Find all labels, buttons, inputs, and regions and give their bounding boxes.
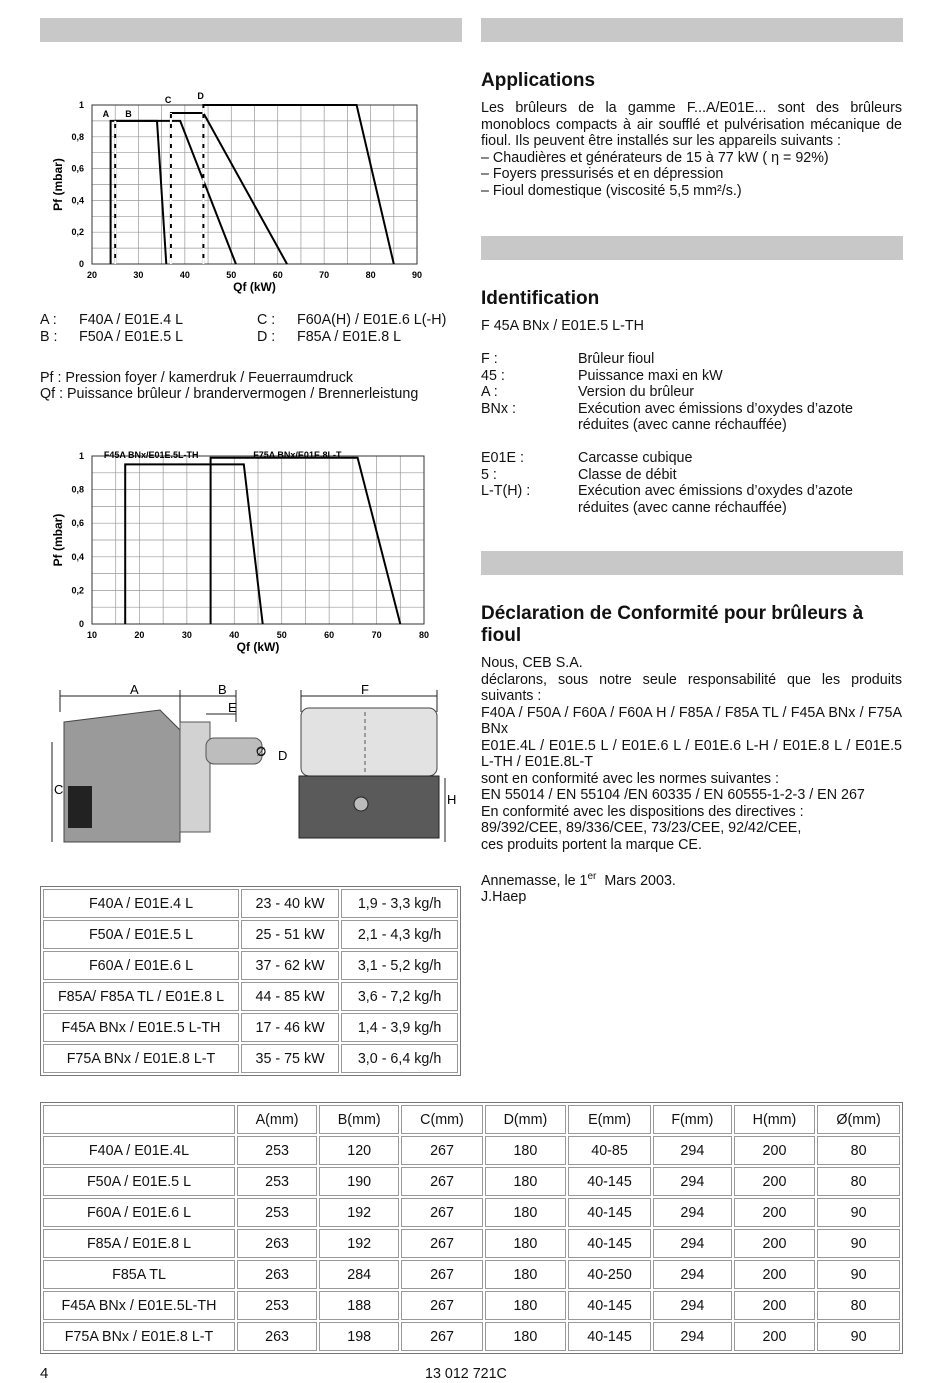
pf-note: Pf : Pression foyer / kamerdruk / Feuerraumdruck xyxy=(40,370,354,386)
table-row xyxy=(43,1044,458,1073)
table-cell: 180 xyxy=(485,1291,566,1320)
table-cell: 180 xyxy=(485,1198,566,1227)
table-cell: 80 xyxy=(817,1167,900,1196)
x-tick-label: 40 xyxy=(229,630,240,640)
table-cell: 192 xyxy=(319,1229,399,1258)
y-tick-label: 0,4 xyxy=(71,195,84,206)
y-tick-label: 0,4 xyxy=(71,551,84,562)
table-cell: 294 xyxy=(653,1229,732,1258)
table-cell: 192 xyxy=(319,1198,399,1227)
applications-body xyxy=(481,100,902,199)
table-cell: F60A / E01E.6 L xyxy=(43,951,239,980)
x-axis-label: Qf (kW) xyxy=(236,640,280,654)
id-value: Classe de débit xyxy=(578,466,677,483)
dim-label-e: E xyxy=(228,700,237,715)
qf-note: Qf : Puissance brûleur / brandervermogen / Brennerleistung xyxy=(40,386,419,402)
table-cell: 267 xyxy=(401,1322,482,1351)
declaration-line: E01E.4L / E01E.5 L / E01E.6 L / E01E.6 L-H / E01E.8 L / E01E.5 L-TH / E01E.8L-T xyxy=(481,737,902,770)
x-tick-label: 30 xyxy=(181,630,192,640)
table-cell: 253 xyxy=(237,1291,317,1320)
table-cell: 1,9 - 3,3 kg/h xyxy=(341,889,458,918)
series-line xyxy=(125,464,263,624)
table-cell: 267 xyxy=(401,1260,482,1289)
x-tick-label: 90 xyxy=(411,270,423,280)
signature: J.Haep xyxy=(481,889,527,906)
id-value: Exécution avec émissions d’oxydes d’azote réduites (avec canne réchauffée) xyxy=(578,400,853,433)
table-row xyxy=(43,1198,900,1227)
id-key: A : xyxy=(481,384,498,400)
declaration-line: Nous, CEB S.A. xyxy=(481,655,583,671)
table-cell: 40-145 xyxy=(568,1229,651,1258)
y-tick-label: 0,8 xyxy=(71,484,84,495)
table-cell: 40-145 xyxy=(568,1322,651,1351)
legend-value: F85A / E01E.8 L xyxy=(297,328,402,345)
column-header: Ø(mm) xyxy=(817,1105,900,1134)
chart1-legend xyxy=(40,312,470,345)
table-cell: 198 xyxy=(319,1322,399,1351)
page-number: 4 xyxy=(40,1365,49,1382)
dim-label-a: A xyxy=(130,682,139,697)
x-tick-label: 10 xyxy=(86,630,98,640)
table-cell: F75A BNx / E01E.8 L-T xyxy=(43,1322,235,1351)
table-cell: 180 xyxy=(485,1136,566,1165)
table-cell: 200 xyxy=(734,1322,815,1351)
table-header-row xyxy=(43,1105,900,1134)
column-header: F(mm) xyxy=(653,1105,732,1134)
burner-side-drawing xyxy=(40,682,295,852)
id-key: 45 : xyxy=(481,367,505,384)
header-bar-left xyxy=(40,18,462,42)
table-row xyxy=(43,920,458,949)
table-cell: 180 xyxy=(485,1167,566,1196)
table-cell: 90 xyxy=(817,1198,900,1227)
table-cell: 37 - 62 kW xyxy=(241,951,339,980)
capacity-table xyxy=(40,886,461,1076)
x-tick-label: 40 xyxy=(179,270,190,280)
id-value: Puissance maxi en kW xyxy=(578,367,723,384)
table-cell: 263 xyxy=(237,1260,317,1289)
table-cell: 284 xyxy=(319,1260,399,1289)
x-axis-label: Qf (kW) xyxy=(233,280,276,294)
x-tick-label: 80 xyxy=(418,630,430,640)
table-cell: 80 xyxy=(817,1136,900,1165)
table-cell: 3,1 - 5,2 kg/h xyxy=(341,951,458,980)
y-tick-label: 0 xyxy=(78,619,84,629)
id-key: E01E : xyxy=(481,450,524,466)
table-cell: F50A / E01E.5 L xyxy=(43,1167,235,1196)
table-cell: 40-145 xyxy=(568,1198,651,1227)
declaration-line: ces produits portent la marque CE. xyxy=(481,836,702,853)
list-item: – Fioul domestique (viscosité 5,5 mm²/s.) xyxy=(481,182,742,199)
column-header xyxy=(43,1105,235,1134)
table-cell: 17 - 46 kW xyxy=(241,1013,339,1042)
id-value: Version du brûleur xyxy=(578,384,695,400)
table-cell: 25 - 51 kW xyxy=(241,920,339,949)
column-header: C(mm) xyxy=(401,1105,482,1134)
table-cell: F60A / E01E.6 L xyxy=(43,1198,235,1227)
table-cell: 1,4 - 3,9 kg/h xyxy=(341,1013,458,1042)
identification-group-1 xyxy=(481,351,902,434)
table-cell: 90 xyxy=(817,1229,900,1258)
table-cell: 200 xyxy=(734,1136,815,1165)
table-row xyxy=(43,1260,900,1289)
y-tick-label: 0 xyxy=(78,259,84,269)
table-cell: F75A BNx / E01E.8 L-T xyxy=(43,1044,239,1073)
x-tick-label: 50 xyxy=(276,630,287,640)
y-tick-label: 0,2 xyxy=(71,585,84,596)
table-cell: 3,0 - 6,4 kg/h xyxy=(341,1044,458,1073)
table-cell: 40-250 xyxy=(568,1260,651,1289)
table-cell: F85A TL xyxy=(43,1260,235,1289)
chart-grid xyxy=(92,456,424,624)
table-cell: F85A/ F85A TL / E01E.8 L xyxy=(43,982,239,1011)
table-row xyxy=(43,1291,900,1320)
legend-key: B : xyxy=(40,328,58,345)
declaration-line: sont en conformité avec les normes suivantes : xyxy=(481,770,779,787)
legend-value: F40A / E01E.4 L xyxy=(79,312,184,328)
y-tick-label: 0,8 xyxy=(71,131,84,142)
table-cell: 267 xyxy=(401,1167,482,1196)
table-cell: 35 - 75 kW xyxy=(241,1044,339,1073)
burner-front-drawing xyxy=(295,682,465,852)
column-header: D(mm) xyxy=(485,1105,566,1134)
table-cell: 44 - 85 kW xyxy=(241,982,339,1011)
table-row xyxy=(43,1322,900,1351)
table-cell: 180 xyxy=(485,1322,566,1351)
table-cell: 263 xyxy=(237,1322,317,1351)
document-number: 13 012 721C xyxy=(425,1366,507,1382)
x-tick-label: 70 xyxy=(371,630,382,640)
chart-capacity-1 xyxy=(40,80,460,300)
table-cell: 200 xyxy=(734,1229,815,1258)
table-cell: 294 xyxy=(653,1291,732,1320)
table-cell: 40-145 xyxy=(568,1291,651,1320)
y-tick-label: 0,6 xyxy=(71,163,84,174)
table-cell: 23 - 40 kW xyxy=(241,889,339,918)
table-cell: 3,6 - 7,2 kg/h xyxy=(341,982,458,1011)
id-value: Brûleur fioul xyxy=(578,351,655,367)
x-tick-label: 80 xyxy=(365,270,376,280)
dim-label-h: H xyxy=(447,792,457,807)
table-cell: F85A / E01E.8 L xyxy=(43,1229,235,1258)
x-tick-label: 60 xyxy=(324,630,335,640)
table-cell: 190 xyxy=(319,1167,399,1196)
y-tick-label: 0,2 xyxy=(71,227,84,238)
series-line xyxy=(115,121,236,264)
legend-value: F60A(H) / E01E.6 L(-H) xyxy=(297,312,447,328)
declaration-line: En conformité avec les dispositions des directives : xyxy=(481,803,804,820)
id-key: F : xyxy=(481,351,498,367)
table-cell: 294 xyxy=(653,1322,732,1351)
table-cell: 294 xyxy=(653,1198,732,1227)
table-cell: 200 xyxy=(734,1260,815,1289)
id-key: BNx : xyxy=(481,400,516,417)
y-tick-label: 1 xyxy=(78,451,84,461)
list-item: – Chaudières et générateurs de 15 à 77 kW ( η = 92%) xyxy=(481,149,829,166)
y-axis-label: Pf (mbar) xyxy=(51,158,65,211)
id-key: L-T(H) : xyxy=(481,483,531,499)
table-cell: 180 xyxy=(485,1229,566,1258)
table-cell: 120 xyxy=(319,1136,399,1165)
legend-key: A : xyxy=(40,312,57,328)
dimensions-table xyxy=(40,1102,903,1354)
table-row xyxy=(43,1167,900,1196)
series-line xyxy=(171,113,287,264)
declaration-line: déclarons, sous notre seule responsabilité que les produits suivants : xyxy=(481,671,902,704)
x-tick-label: 60 xyxy=(272,270,283,280)
table-row xyxy=(43,889,458,918)
table-cell: 200 xyxy=(734,1291,815,1320)
table-cell: 40-85 xyxy=(568,1136,651,1165)
header-bar-right xyxy=(481,18,903,42)
declaration-title: Déclaration de Conformité pour brûleurs à fioul xyxy=(481,603,864,646)
section-bar-declaration xyxy=(481,551,903,575)
chart-capacity-2 xyxy=(40,440,460,665)
dim-label-phi: ∅ xyxy=(256,745,267,759)
y-axis-label: Pf (mbar) xyxy=(51,513,65,567)
table-row xyxy=(43,982,458,1011)
column-header: E(mm) xyxy=(568,1105,651,1134)
x-tick-label: 70 xyxy=(319,270,330,280)
y-tick-label: 0,6 xyxy=(71,518,84,529)
table-cell: 40-145 xyxy=(568,1167,651,1196)
dim-label-c: C xyxy=(54,782,64,797)
applications-title: Applications xyxy=(481,70,596,91)
series-label: B xyxy=(125,108,132,119)
chart-grid xyxy=(92,105,417,264)
table-cell: 188 xyxy=(319,1291,399,1320)
table-cell: 267 xyxy=(401,1136,482,1165)
column-header: H(mm) xyxy=(734,1105,815,1134)
declaration-date xyxy=(481,869,902,889)
table-cell: 200 xyxy=(734,1167,815,1196)
table-cell: 90 xyxy=(817,1322,900,1351)
declaration-line: EN 55014 / EN 55104 /EN 60335 / EN 60555-1-2-3 / EN 267 xyxy=(481,787,865,803)
date-prefix: Annemasse, le 1 xyxy=(481,872,588,889)
x-tick-label: 20 xyxy=(86,270,98,280)
table-cell: F40A / E01E.4L xyxy=(43,1136,235,1165)
x-tick-label: 20 xyxy=(134,630,145,640)
y-tick-label: 1 xyxy=(78,100,84,110)
x-tick-label: 30 xyxy=(133,270,144,280)
table-cell: 267 xyxy=(401,1229,482,1258)
table-cell: 294 xyxy=(653,1167,732,1196)
table-row xyxy=(43,1136,900,1165)
section-bar-identification xyxy=(481,236,903,260)
table-cell: 200 xyxy=(734,1198,815,1227)
table-cell: 267 xyxy=(401,1198,482,1227)
table-cell: F45A BNx / E01E.5L-TH xyxy=(43,1291,235,1320)
legend-key: C : xyxy=(257,312,276,328)
table-cell: 263 xyxy=(237,1229,317,1258)
dim-label-f: F xyxy=(361,682,369,697)
identification-group-2 xyxy=(481,450,902,516)
id-value: Carcasse cubique xyxy=(578,450,693,466)
table-cell: F40A / E01E.4 L xyxy=(43,889,239,918)
series-label: C xyxy=(164,94,172,105)
id-key: 5 : xyxy=(481,466,497,483)
list-item: – Foyers pressurisés et en dépression xyxy=(481,166,724,182)
declaration-line: F40A / F50A / F60A / F60A H / F85A / F85A TL / F45A BNx / F75A BNx xyxy=(481,704,902,737)
table-cell: F50A / E01E.5 L xyxy=(43,920,239,949)
column-header: B(mm) xyxy=(319,1105,399,1134)
table-row xyxy=(43,1229,900,1258)
x-tick-label: 50 xyxy=(226,270,237,280)
series-label: A xyxy=(102,108,110,119)
table-cell: 80 xyxy=(817,1291,900,1320)
dim-label-b: B xyxy=(218,682,227,697)
column-header: A(mm) xyxy=(237,1105,317,1134)
table-cell: 253 xyxy=(237,1198,317,1227)
applications-intro: Les brûleurs de la gamme F...A/E01E... sont des brûleurs monoblocs compacts à air soufflé et pulvérisation mécanique de fioul. Ils peuvent être installés sur les appareils suivants : xyxy=(481,100,902,149)
table-cell: 294 xyxy=(653,1260,732,1289)
legend-value: F50A / E01E.5 L xyxy=(79,328,184,345)
table-cell: F45A BNx / E01E.5 L-TH xyxy=(43,1013,239,1042)
id-value: Exécution avec émissions d’oxydes d’azote réduites (avec canne réchauffée) xyxy=(578,483,853,516)
table-row xyxy=(43,1013,458,1042)
table-row xyxy=(43,951,458,980)
table-cell: 90 xyxy=(817,1260,900,1289)
table-cell: 253 xyxy=(237,1136,317,1165)
table-cell: 2,1 - 4,3 kg/h xyxy=(341,920,458,949)
series-label: F45A BNx/E01E.5L-TH xyxy=(103,450,199,460)
table-cell: 267 xyxy=(401,1291,482,1320)
declaration-body xyxy=(481,655,902,906)
table-cell: 180 xyxy=(485,1260,566,1289)
dim-label-d: D xyxy=(278,748,288,763)
legend-key: D : xyxy=(257,328,276,345)
series-label: D xyxy=(197,91,204,101)
date-suffix: Mars 2003. xyxy=(596,872,676,889)
series-label: F75A BNx/E01E.8L-T xyxy=(253,450,342,460)
date-sup: er xyxy=(587,871,597,882)
identification-code: F 45A BNx / E01E.5 L-TH xyxy=(481,318,644,334)
table-cell: 253 xyxy=(237,1167,317,1196)
declaration-line: 89/392/CEE, 89/336/CEE, 73/23/CEE, 92/42/CEE, xyxy=(481,820,802,836)
table-cell: 294 xyxy=(653,1136,732,1165)
identification-title: Identification xyxy=(481,288,600,309)
